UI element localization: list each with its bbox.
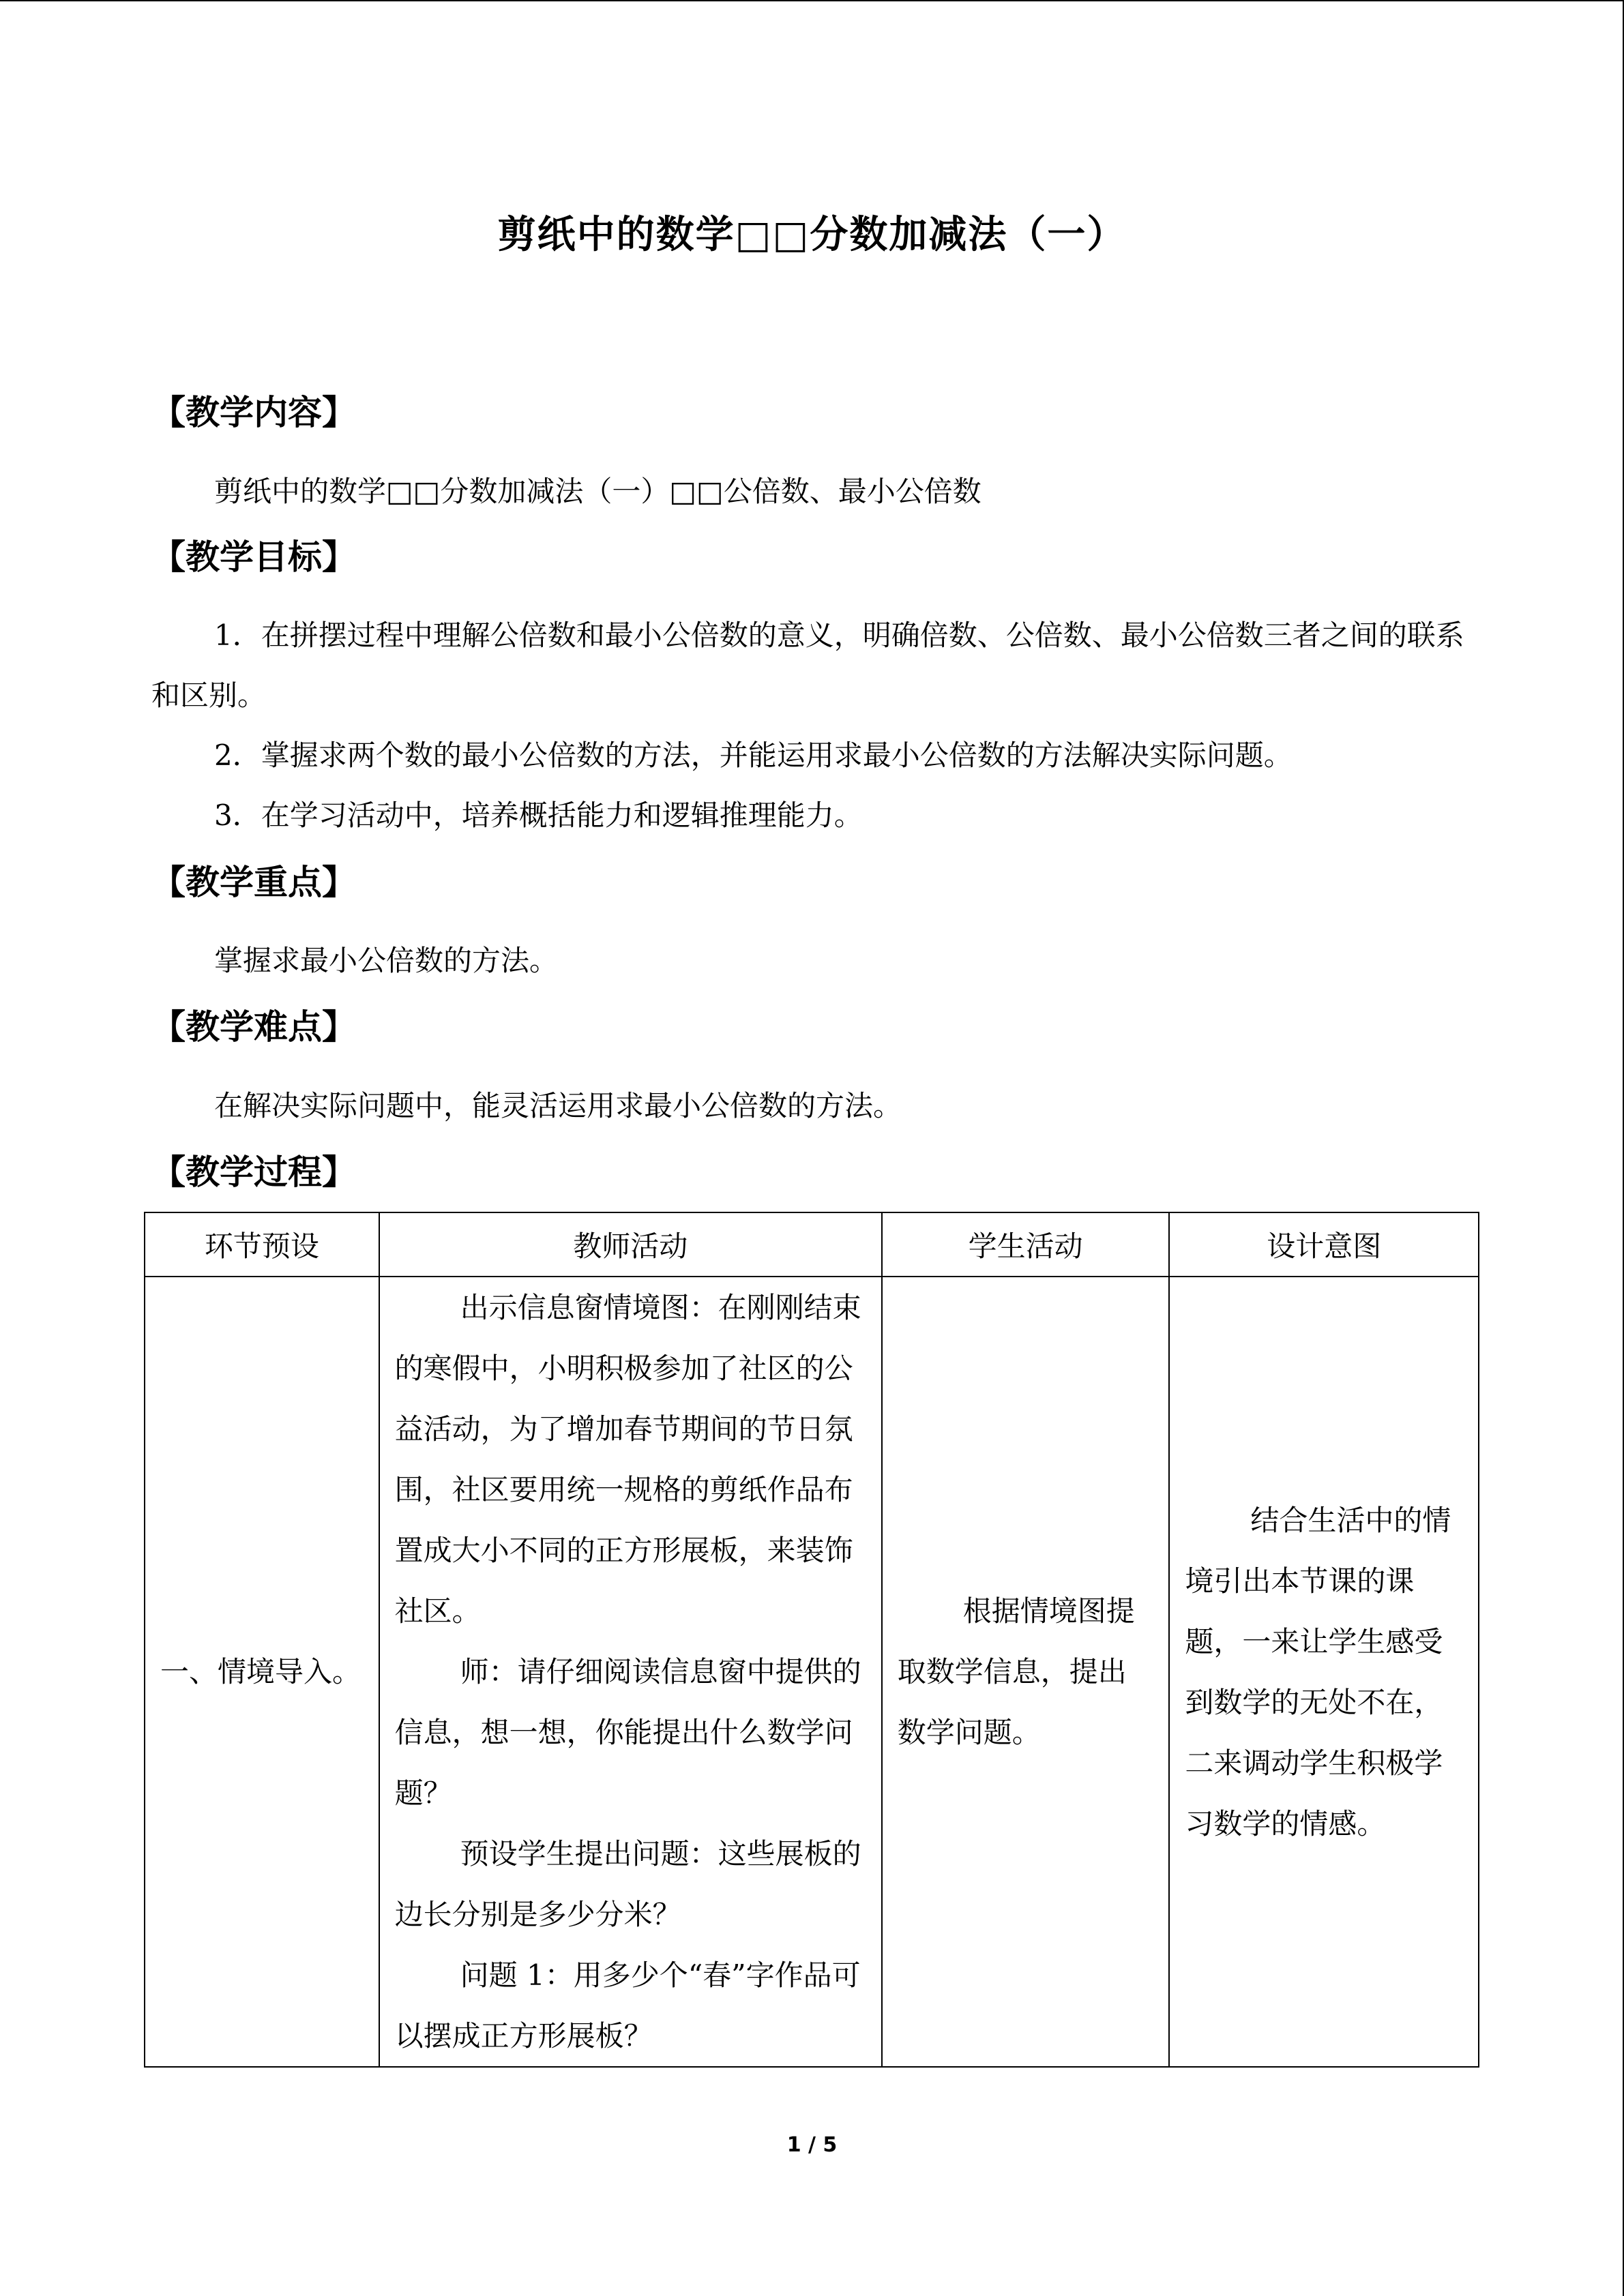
objective-item: 3．在学习活动中，培养概括能力和逻辑推理能力。 — [214, 799, 863, 832]
teacher-activity — [380, 1277, 881, 2066]
teacher-paragraph: 师：请仔细阅读信息窗中提供的信息，想一想，你能提出什么数学问题？ — [394, 1655, 861, 1810]
heading-key-points: 【教学重点】 — [151, 863, 356, 902]
table-row — [145, 1277, 1479, 2067]
column-header: 教师活动 — [379, 1212, 882, 1277]
content-text: 剪纸中的数学□□分数加减法（一）□□公倍数、最小公倍数 — [214, 475, 981, 508]
objective-item: 1．在拼摆过程中理解公倍数和最小公倍数的意义，明确倍数、公倍数、最小公倍数三者之间的联系和区别。 — [151, 618, 1464, 712]
column-header: 学生活动 — [882, 1212, 1170, 1277]
design-intent — [1170, 1490, 1478, 1854]
heading-content: 【教学内容】 — [151, 393, 356, 432]
student-activity — [883, 1581, 1169, 1763]
objective-item: 2．掌握求两个数的最小公倍数的方法，并能运用求最小公倍数的方法解决实际问题。 — [214, 739, 1293, 772]
student-paragraph: 根据情境图提取数学信息，提出数学问题。 — [897, 1594, 1135, 1749]
table-header-row — [145, 1212, 1479, 1277]
teacher-paragraph: 预设学生提出问题：这些展板的边长分别是多少分米？ — [394, 1837, 861, 1931]
teacher-paragraph: 问题 1：用多少个“春”字作品可以摆成正方形展板？ — [394, 1958, 861, 2053]
difficulties-text: 在解决实际问题中，能灵活运用求最小公倍数的方法。 — [214, 1089, 902, 1122]
heading-difficulties: 【教学难点】 — [151, 1007, 356, 1047]
heading-objectives: 【教学目标】 — [151, 537, 356, 577]
process-table — [144, 1212, 1479, 2068]
student-activity-cell — [882, 1277, 1170, 2067]
column-header: 环节预设 — [145, 1212, 379, 1277]
teacher-activity-cell — [379, 1277, 882, 2067]
teacher-paragraph: 出示信息窗情境图：在刚刚结束的寒假中，小明积极参加了社区的公益活动，为了增加春节期间的节日氛围，社区要用统一规格的剪纸作品布置成大小不同的正方形展板，来装饰社区。 — [394, 1291, 861, 1628]
intent-paragraph: 结合生活中的情境引出本节课的课题，一来让学生感受到数学的无处不在，二来调动学生积极学习数学的情感。 — [1185, 1503, 1451, 1840]
heading-process: 【教学过程】 — [151, 1152, 356, 1192]
stage-text: 一、情境导入。 — [160, 1655, 361, 1688]
document-title: 剪纸中的数学□□分数加减法（一） — [497, 213, 1127, 257]
objectives-list — [151, 606, 1475, 846]
page-number: 1 / 5 — [786, 2133, 838, 2157]
column-header: 设计意图 — [1169, 1212, 1479, 1277]
design-intent-cell — [1169, 1277, 1479, 2067]
stage-cell — [145, 1277, 379, 2067]
key-points-text: 掌握求最小公倍数的方法。 — [214, 944, 559, 977]
